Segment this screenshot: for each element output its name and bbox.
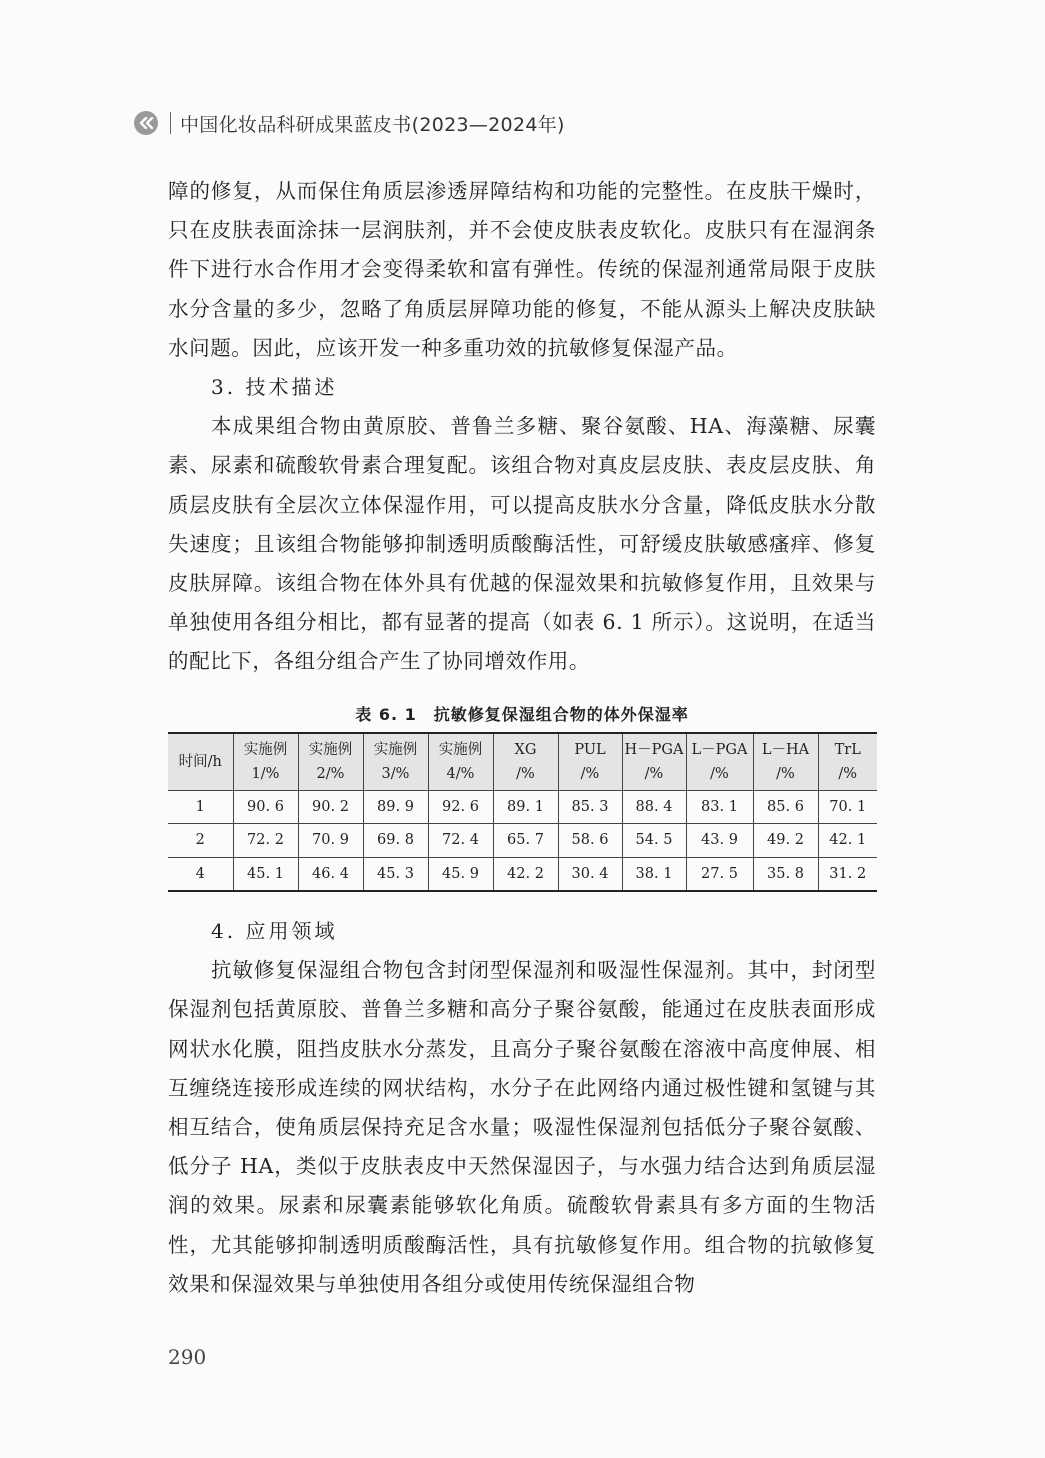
data-table [168, 732, 877, 892]
section-heading-3: 3. 技术描述 [211, 375, 338, 400]
body-text-bottom [168, 912, 876, 1304]
column-header: XG /% [493, 733, 558, 790]
table-cell: 90. 6 [233, 790, 298, 824]
table-cell: 58. 6 [558, 824, 622, 858]
table-cell: 45. 3 [363, 857, 428, 891]
table-cell: 88. 4 [622, 790, 686, 824]
table-cell: 45. 9 [428, 857, 493, 891]
table-cell: 42. 1 [818, 824, 877, 858]
table-cell: 1 [168, 790, 233, 824]
body-text-top [168, 172, 876, 682]
table-header-row [168, 733, 877, 790]
column-header: PUL /% [558, 733, 622, 790]
column-header: 实施例 2/% [298, 733, 363, 790]
double-chevron-left-icon [134, 111, 158, 135]
table-cell: 65. 7 [493, 824, 558, 858]
book-title: 中国化妆品科研成果蓝皮书(2023—2024年) [180, 113, 565, 136]
table-cell: 35. 8 [753, 857, 818, 891]
table-cell: 85. 6 [753, 790, 818, 824]
section-heading-4: 4. 应用领域 [211, 919, 338, 943]
table-row [168, 824, 877, 858]
column-header: L－HA /% [753, 733, 818, 790]
table-cell: 43. 9 [686, 824, 753, 858]
table-cell: 83. 1 [686, 790, 753, 824]
table-cell: 90. 2 [298, 790, 363, 824]
table-cell: 30. 4 [558, 857, 622, 891]
table-cell: 92. 6 [428, 790, 493, 824]
column-header: H－PGA /% [622, 733, 686, 790]
table-cell: 89. 9 [363, 790, 428, 824]
table-cell: 38. 1 [622, 857, 686, 891]
table-caption: 表 6. 1 抗敏修复保湿组合物的体外保湿率 [355, 705, 689, 724]
column-header: L－PGA /% [686, 733, 753, 790]
paragraph: 本成果组合物由黄原胶、普鲁兰多糖、聚谷氨酸、HA、海藻糖、尿囊素、尿素和硫酸软骨素合理复配。该组合物对真皮层皮肤、表皮层皮肤、角质层皮肤有全层次立体保湿作用，可以提高皮肤水分含量，降低皮肤水分散失速度；且该组合物能够抑制透明质酸酶活性，可舒缓皮肤敏感瘙痒、修复皮肤屏障。该组合物在体外具有优越的保湿效果和抗敏修复作用，且效果与单独使用各组分相比，都有显著的提高（如表 6. 1 所示）。这说明，在适当的配比下，各组分组合产生了协同增效作用。 [168, 414, 876, 674]
table-cell: 27. 5 [686, 857, 753, 891]
table-cell: 42. 2 [493, 857, 558, 891]
table-row [168, 790, 877, 824]
table-cell: 72. 4 [428, 824, 493, 858]
column-header: 实施例 1/% [233, 733, 298, 790]
table-cell: 45. 1 [233, 857, 298, 891]
table-cell: 72. 2 [233, 824, 298, 858]
paragraph: 抗敏修复保湿组合物包含封闭型保湿剂和吸湿性保湿剂。其中，封闭型保湿剂包括黄原胶、普鲁兰多糖和高分子聚谷氨酸，能通过在皮肤表面形成网状水化膜，阻挡皮肤水分蒸发，且高分子聚谷氨酸在溶液中高度伸展、相互缠绕连接形成连续的网状结构，水分子在此网络内通过极性键和氢键与其相互结合，使角质层保持充足含水量；吸湿性保湿剂包括低分子聚谷氨酸、低分子 HA，类似于皮肤表皮中天然保湿因子，与水强力结合达到角质层湿润的效果。尿素和尿囊素能够软化角质。硫酸软骨素具有多方面的生物活性，尤其能够抑制透明质酸酶活性，具有抗敏修复作用。组合物的抗敏修复效果和保湿效果与单独使用各组分或使用传统保湿组合物 [168, 958, 876, 1296]
column-header-time: 时间/h [168, 733, 233, 790]
table-cell: 70. 9 [298, 824, 363, 858]
table-cell: 70. 1 [818, 790, 877, 824]
header-divider [170, 112, 171, 134]
running-header [134, 106, 565, 140]
table-row [168, 857, 877, 891]
table-cell: 69. 8 [363, 824, 428, 858]
table-cell: 89. 1 [493, 790, 558, 824]
table-cell: 31. 2 [818, 857, 877, 891]
paragraph: 障的修复，从而保住角质层渗透屏障结构和功能的完整性。在皮肤干燥时，只在皮肤表面涂抹一层润肤剂，并不会使皮肤表皮软化。皮肤只有在湿润条件下进行水合作用才会变得柔软和富有弹性。传统的保湿剂通常局限于皮肤水分含量的多少，忽略了角质层屏障功能的修复，不能从源头上解决皮肤缺水问题。因此，应该开发一种多重功效的抗敏修复保湿产品。 [168, 179, 876, 360]
table-cell: 49. 2 [753, 824, 818, 858]
column-header: TrL /% [818, 733, 877, 790]
column-header: 实施例 3/% [363, 733, 428, 790]
table-cell: 2 [168, 824, 233, 858]
column-header: 实施例 4/% [428, 733, 493, 790]
table-cell: 46. 4 [298, 857, 363, 891]
table-cell: 85. 3 [558, 790, 622, 824]
table-cell: 54. 5 [622, 824, 686, 858]
page-number: 290 [168, 1345, 207, 1369]
table-cell: 4 [168, 857, 233, 891]
